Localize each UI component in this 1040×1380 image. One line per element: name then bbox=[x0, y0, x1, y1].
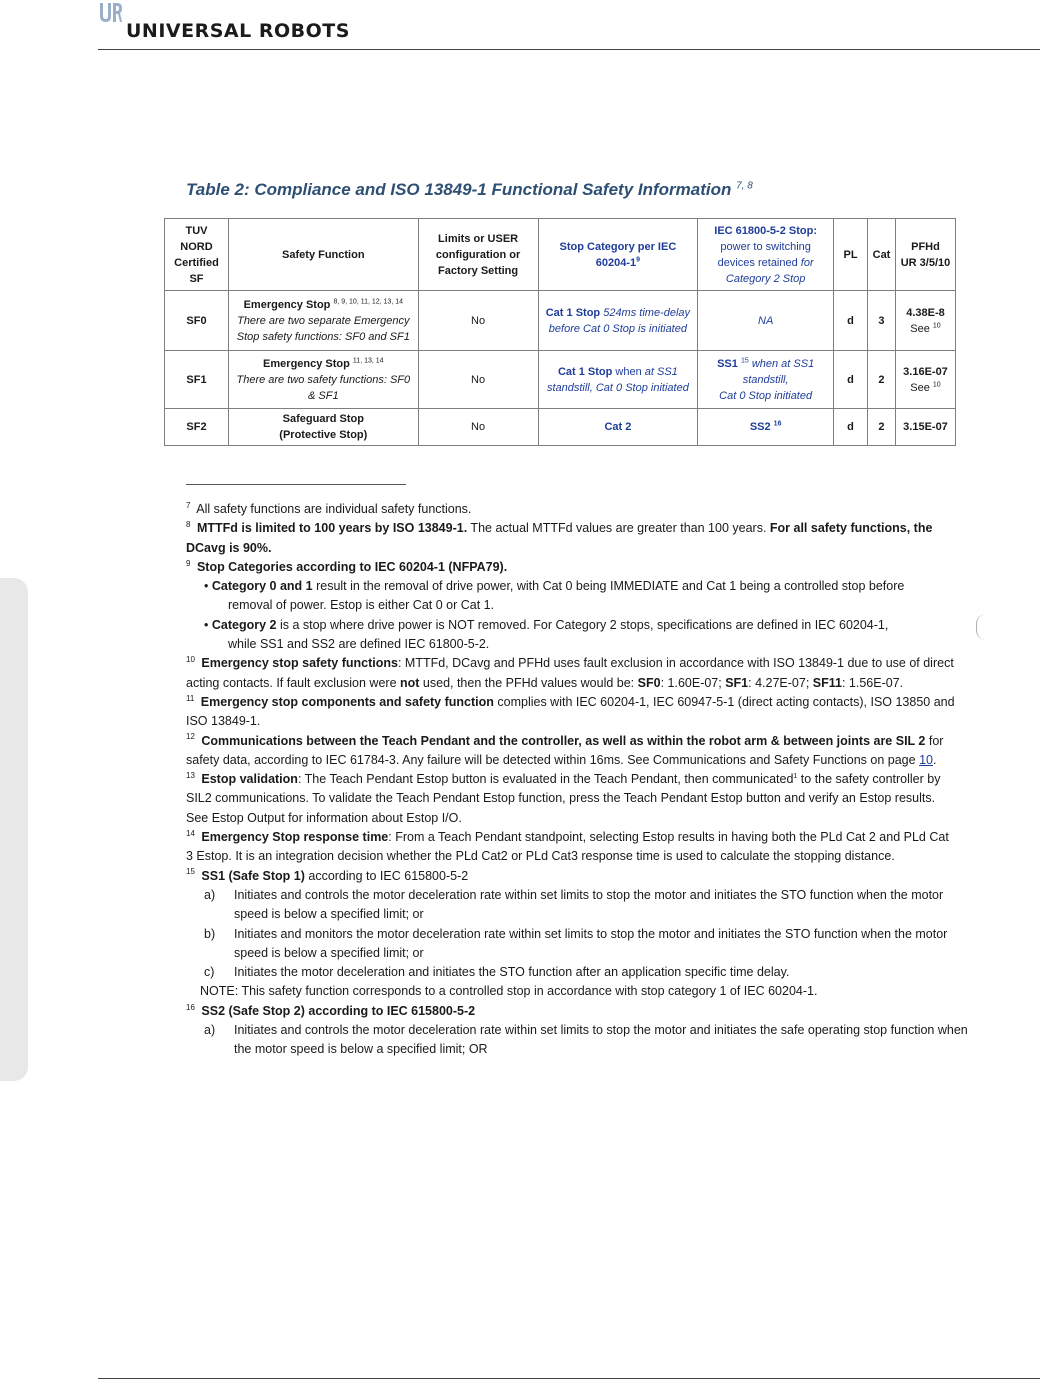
header-stop-category bbox=[538, 219, 698, 291]
footnote-bold: SS1 (Safe Stop 1) bbox=[201, 868, 305, 883]
stop-category-main: Cat 1 Stop bbox=[557, 365, 613, 378]
footnote-note: NOTE: This safety function corresponds to a controlled stop in accordance with stop category 1 of IEC 60204-1. bbox=[200, 984, 818, 999]
table-caption bbox=[186, 180, 753, 200]
footnote-bullet bbox=[186, 616, 958, 655]
ur-logo-icon bbox=[98, 2, 122, 24]
cell-stop-category bbox=[538, 351, 698, 409]
cell-pl: d bbox=[834, 409, 868, 446]
footnote-bold: Emergency stop components and safety function bbox=[200, 694, 494, 709]
list-label: a) bbox=[204, 1023, 216, 1038]
cell-iec bbox=[698, 351, 834, 409]
footnote-12 bbox=[186, 732, 958, 771]
footnote-bold: For all safety functions, the DCavg is 90%. bbox=[186, 521, 933, 555]
header-stop-category-text: Stop Category per IEC 60204-1 bbox=[559, 240, 677, 269]
page-link[interactable]: 10 bbox=[919, 752, 933, 767]
list-text: Initiates and monitors the motor deceleration rate within set limits to stop the motor and initiates the STO function when the motor speed is below a specified limit; or bbox=[234, 926, 948, 960]
footnote-bold: Category 2 bbox=[211, 617, 277, 632]
list-text: Initiates and controls the motor deceleration rate within set limits to stop the motor and initiates the safe operating stop function when the motor speed is below a specified limit; OR bbox=[234, 1023, 968, 1057]
header-iec bbox=[698, 219, 834, 291]
footnote-text: : From a Teach Pendant standpoint, selecting Estop results in having both the PLd Cat 2 and PLd Cat 3 Estop. It is an integration decision whether the PLd Cat2 or PLd Cat3 response time is used to calculate the stopping distance. bbox=[186, 830, 949, 864]
cell-limits: No bbox=[418, 351, 538, 409]
edge-mark bbox=[976, 614, 986, 640]
cell-stop-category bbox=[538, 291, 698, 351]
footnote-13 bbox=[186, 770, 958, 828]
header-pfhd-title: PFHd bbox=[911, 240, 940, 253]
iec-ref: 16 bbox=[773, 420, 782, 428]
bullet-icon: • bbox=[204, 579, 209, 594]
footnote-bold: SS2 (Safe Stop 2) according to IEC 615800-5-2 bbox=[201, 1003, 476, 1018]
iec-stop: SS1 bbox=[717, 357, 738, 370]
cell-cat: 2 bbox=[868, 409, 896, 446]
iec-detail-2: Cat 0 Stop initiated bbox=[719, 389, 813, 402]
cell-pl: d bbox=[834, 291, 868, 351]
footnote-number: 10 bbox=[186, 655, 195, 665]
footer-rule bbox=[98, 1378, 1040, 1379]
iec-ref: 15 bbox=[740, 356, 749, 364]
footnote-bold: not bbox=[400, 675, 420, 690]
cell-sf: SF0 bbox=[165, 291, 229, 351]
header-pfhd bbox=[895, 219, 955, 291]
footnote-number: 14 bbox=[186, 828, 195, 838]
footnote-bold: SF0 bbox=[637, 675, 661, 690]
header-iec-power: power to switching devices retained bbox=[717, 240, 811, 269]
footnote-bold: Estop validation bbox=[201, 772, 298, 787]
function-title: Emergency Stop bbox=[263, 357, 350, 370]
footnote-bullet bbox=[186, 577, 958, 616]
header-iec-title: IEC 61800-5-2 Stop: bbox=[714, 224, 817, 237]
footnote-text: according to IEC 615800-5-2 bbox=[304, 868, 469, 883]
function-title: Safeguard Stop bbox=[282, 413, 364, 425]
footnote-text: used, then the PFHd values would be: bbox=[419, 675, 638, 690]
footnote-text: : 4.27E-07; bbox=[748, 675, 813, 690]
footnote-16 bbox=[186, 1002, 958, 1021]
list-text: Initiates and controls the motor deceleration rate within set limits to stop the motor and initiates the STO function when the motor speed is below a specified limit; or bbox=[234, 887, 944, 922]
footnote-number: 8 bbox=[186, 520, 191, 530]
pfhd-ref: 10 bbox=[932, 321, 941, 329]
cell-sf: SF1 bbox=[165, 351, 229, 409]
cell-limits: No bbox=[418, 409, 538, 446]
table-row bbox=[165, 291, 956, 351]
bullet-icon: • bbox=[204, 617, 209, 632]
footnote-text: removal of power. Estop is either Cat 0 or Cat 1. bbox=[228, 598, 495, 613]
pfhd-value: 4.38E-8 bbox=[906, 306, 945, 319]
side-tab bbox=[0, 578, 28, 1081]
footnote-number: 11 bbox=[186, 693, 195, 703]
footnote-bold: Category 0 and 1 bbox=[211, 579, 313, 594]
footnote-text: result in the removal of drive power, with Cat 0 being IMMEDIATE and Cat 1 being a controlled stop before bbox=[312, 579, 905, 594]
cell-cat: 2 bbox=[868, 351, 896, 409]
footnote-bold: MTTFd is limited to 100 years by ISO 13849-1. bbox=[196, 521, 468, 536]
footnote-8 bbox=[186, 519, 958, 558]
footnote-text: : 1.56E-07. bbox=[841, 675, 904, 690]
list-text: Initiates the motor deceleration and initiates the STO function after an application specific time delay. bbox=[234, 965, 790, 980]
stop-category-detail: 524ms time-delay before Cat 0 Stop is initiated bbox=[548, 306, 691, 335]
cell-pfhd bbox=[895, 291, 955, 351]
cell-function bbox=[228, 409, 418, 446]
iec-stop: SS2 bbox=[749, 421, 771, 433]
header-tuv: TUV NORD Certified SF bbox=[165, 219, 229, 291]
footnote-text: . bbox=[932, 752, 937, 767]
footnote-number: 12 bbox=[186, 732, 195, 742]
table-row bbox=[165, 351, 956, 409]
footnote-text: : MTTFd, DCavg and PFHd uses fault exclusion in accordance with ISO 13849-1 due to use of direct acting contacts. If fault exclusion were bbox=[186, 656, 954, 690]
cell-cat: 3 bbox=[868, 291, 896, 351]
header-pfhd-models: UR 3/5/10 bbox=[900, 256, 951, 269]
list-label: b) bbox=[204, 926, 216, 941]
safety-table bbox=[164, 218, 956, 446]
cell-function bbox=[228, 351, 418, 409]
cell-pfhd bbox=[895, 351, 955, 409]
header-limits: Limits or USER configuration or Factory Setting bbox=[418, 219, 538, 291]
function-refs: 11, 13, 14 bbox=[352, 356, 384, 364]
footnote-15 bbox=[186, 867, 958, 886]
footnote-number: 13 bbox=[186, 771, 195, 780]
header-function: Safety Function bbox=[228, 219, 418, 291]
footnote-text: is a stop where drive power is NOT removed. For Category 2 stops, specifications are defined in IEC 60204-1, bbox=[276, 617, 889, 632]
function-desc: There are two safety functions: SF0 & SF1 bbox=[236, 373, 411, 402]
cell-limits: No bbox=[418, 291, 538, 351]
list-item bbox=[186, 886, 958, 925]
cell-stop-category: Cat 2 bbox=[538, 409, 698, 446]
cell-iec bbox=[698, 409, 834, 446]
footnote-number: 15 bbox=[186, 867, 195, 877]
footnote-text: complies with IEC 60204-1, IEC 60947-5-1 (direct acting contacts), ISO 13850 and ISO 13849-1. bbox=[186, 694, 955, 729]
iec-detail: when at SS1 standstill, bbox=[742, 357, 815, 386]
footnote-14 bbox=[186, 828, 958, 867]
footnotes bbox=[186, 500, 968, 1060]
cell-pfhd: 3.15E-07 bbox=[895, 409, 955, 446]
footnote-bold: Emergency Stop response time bbox=[201, 830, 389, 845]
footnote-rule bbox=[186, 484, 406, 485]
footnote-bold: SF11 bbox=[812, 675, 842, 690]
header-cat: Cat bbox=[868, 219, 896, 291]
footnote-10 bbox=[186, 654, 958, 693]
function-refs: 8, 9, 10, 11, 12, 13, 14 bbox=[333, 297, 404, 305]
header-pl: PL bbox=[834, 219, 868, 291]
footnote-number: 9 bbox=[186, 558, 191, 568]
page-header bbox=[98, 0, 1040, 50]
pfhd-note: See bbox=[910, 322, 930, 335]
cell-pl: d bbox=[834, 351, 868, 409]
pfhd-note: See bbox=[910, 381, 930, 394]
function-desc: (Protective Stop) bbox=[279, 429, 368, 441]
footnote-bold: Communications between the Teach Pendant and the controller, as well as within the robot arm & between joints are SIL 2 bbox=[201, 733, 926, 748]
footnote-7 bbox=[186, 500, 958, 519]
footnote-text: for safety data, according to IEC 61784-3. Any failure will be detected within 16ms. See Communications and Safety Functions on page bbox=[186, 733, 944, 767]
caption-title: Table 2: Compliance and ISO 13849-1 Functional Safety Information bbox=[186, 180, 732, 199]
header-stop-category-sup: 9 bbox=[636, 255, 641, 263]
footnote-number: 16 bbox=[186, 1002, 195, 1012]
footnote-bold: SF1 bbox=[725, 675, 749, 690]
list-item bbox=[186, 1021, 968, 1060]
pfhd-value: 3.16E-07 bbox=[903, 365, 948, 378]
stop-category-when: when bbox=[615, 365, 642, 378]
table-header-row bbox=[165, 219, 956, 291]
cell-iec: NA bbox=[698, 291, 834, 351]
footnote-bold: Stop Categories according to IEC 60204-1 (NFPA79). bbox=[196, 559, 508, 574]
footnote-bold: Emergency stop safety functions bbox=[201, 656, 398, 671]
footnote-text: The actual MTTFd values are greater than 100 years. bbox=[467, 521, 770, 536]
footnote-text: : The Teach Pendant Estop button is evaluated in the Teach Pendant, then communicated bbox=[297, 772, 794, 787]
list-label: c) bbox=[204, 965, 215, 980]
list-label: a) bbox=[204, 887, 216, 902]
list-item bbox=[186, 925, 958, 964]
footnote-number: 7 bbox=[186, 500, 191, 510]
footnote-text: : 1.60E-07; bbox=[660, 675, 726, 690]
header-iec-cat2: for Category 2 Stop bbox=[725, 256, 814, 285]
footnote-text: All safety functions are individual safety functions. bbox=[196, 502, 472, 516]
cell-function bbox=[228, 291, 418, 351]
list-item bbox=[186, 963, 958, 982]
stop-category-main: Cat 1 Stop bbox=[545, 306, 601, 319]
function-desc: There are two separate Emergency Stop safety functions: SF0 and SF1 bbox=[236, 314, 410, 343]
footnote-ref: 1 bbox=[793, 773, 798, 780]
pfhd-ref: 10 bbox=[932, 380, 941, 388]
footnote-text: while SS1 and SS2 are defined IEC 61800-5-2. bbox=[228, 637, 490, 652]
footnote-9 bbox=[186, 558, 958, 577]
cell-sf: SF2 bbox=[165, 409, 229, 446]
footnote-text: to the safety controller by SIL2 communications. To validate the Teach Pendant Estop function, press the Teach Pendant Estop button and verify an Estop results. See Estop Output for information about Estop I/O. bbox=[186, 772, 941, 825]
brand-name: UNIVERSAL ROBOTS bbox=[126, 20, 350, 42]
function-title: Emergency Stop bbox=[243, 298, 331, 311]
footnote-11 bbox=[186, 693, 958, 732]
table-row bbox=[165, 409, 956, 446]
caption-refs: 7, 8 bbox=[736, 180, 753, 192]
stop-category-detail: at SS1 standstill, Cat 0 Stop initiated bbox=[546, 365, 689, 394]
